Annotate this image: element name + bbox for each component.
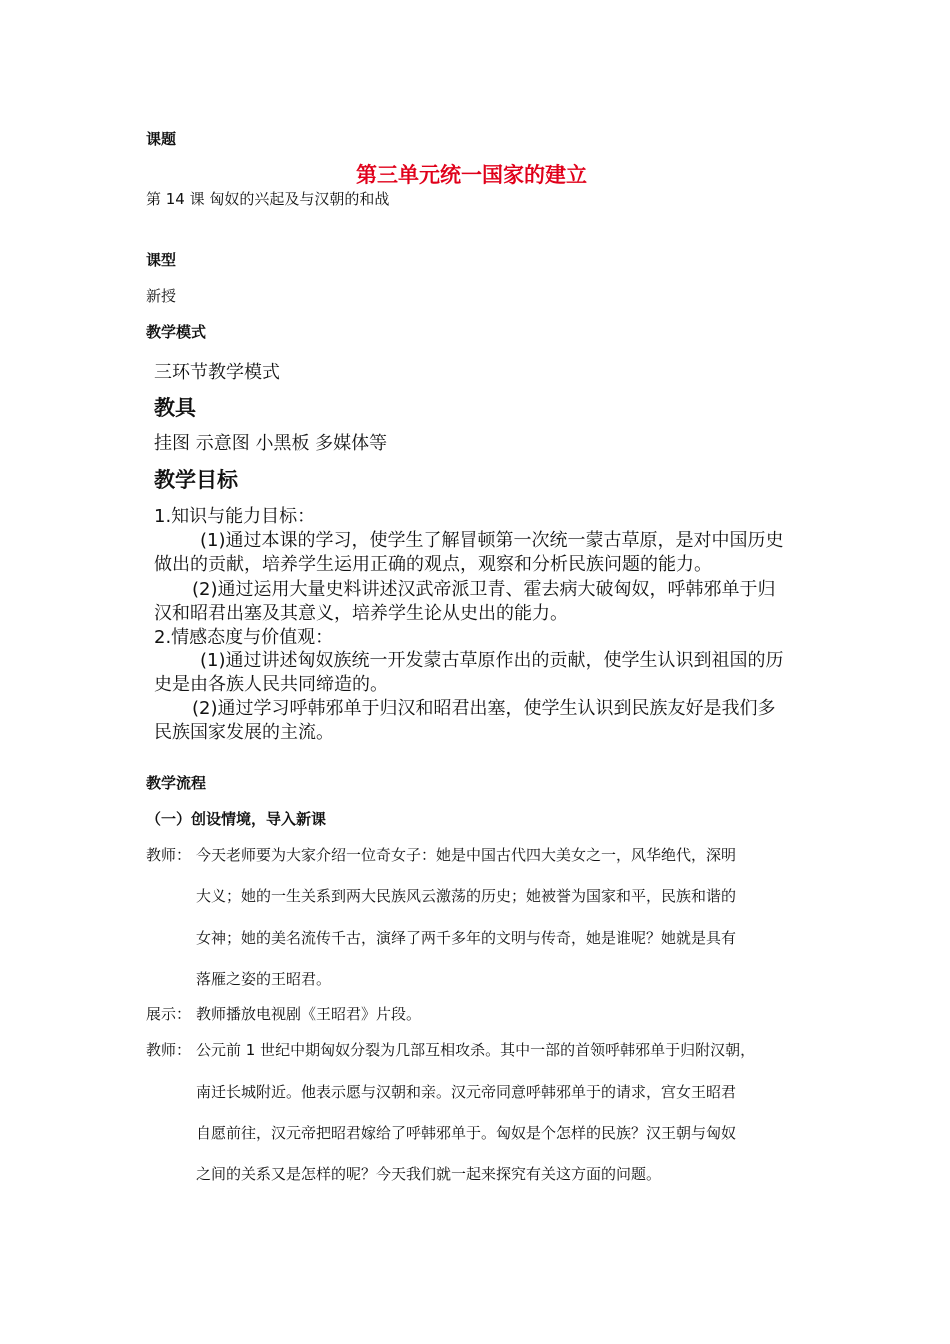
p3-line2: 南迁长城附近。他表示愿与汉朝和亲。汉元帝同意呼韩邪单于的请求，宫女王昭君: [196, 1083, 737, 1101]
p1-line4: 落雁之姿的王昭君。: [196, 970, 332, 988]
goal-k1-line1: (1)通过本课的学习，使学生了解冒顿第一次统一蒙古草原，是对中国历史: [200, 530, 784, 551]
goal-emotion-heading: 2.情感态度与价值观：: [154, 627, 334, 648]
p2-label: 展示：: [146, 1005, 192, 1023]
goal-e2-line2: 民族国家发展的主流。: [154, 722, 334, 743]
p2-line1: 教师播放电视剧《王昭君》片段。: [196, 1005, 422, 1023]
p1-line1: 今天老师要为大家介绍一位奇女子：她是中国古代四大美女之一，风华绝代，深明: [196, 846, 737, 864]
label-teaching-mode: 教学模式: [146, 323, 207, 341]
goal-knowledge-heading: 1.知识与能力目标：: [154, 506, 316, 527]
label-teaching-process: 教学流程: [146, 774, 207, 792]
label-lesson-type: 课型: [146, 251, 177, 269]
goal-k2-line2: 汉和昭君出塞及其意义，培养学生论从史出的能力。: [154, 603, 568, 624]
p3-line4: 之间的关系又是怎样的呢？今天我们就一起来探究有关这方面的问题。: [196, 1165, 662, 1183]
unit-title: 第三单元统一国家的建立: [356, 163, 587, 187]
teaching-aids-value: 挂图 示意图 小黑板 多媒体等: [154, 433, 388, 454]
process-section1-heading: （一）创设情境，导入新课: [146, 810, 327, 828]
teaching-mode-value: 三环节教学模式: [154, 362, 280, 383]
p3-line3: 自愿前往，汉元帝把昭君嫁给了呼韩邪单于。匈奴是个怎样的民族？汉王朝与匈奴: [196, 1124, 737, 1142]
p3-line1: 公元前 1 世纪中期匈奴分裂为几部互相攻杀。其中一部的首领呼韩邪单于归附汉朝，: [196, 1041, 756, 1059]
label-teaching-aids: 教具: [154, 396, 196, 420]
lesson-title: 第 14 课 匈奴的兴起及与汉朝的和战: [146, 190, 390, 208]
label-topic: 课题: [146, 130, 177, 148]
p1-label: 教师：: [146, 846, 192, 864]
goal-e1-line2: 史是由各族人民共同缔造的。: [154, 674, 388, 695]
p1-line2: 大义；她的一生关系到两大民族风云激荡的历史；她被誉为国家和平，民族和谐的: [196, 887, 737, 905]
label-teaching-goals: 教学目标: [154, 468, 238, 492]
lesson-type-value: 新授: [146, 287, 177, 305]
goal-e1-line1: (1)通过讲述匈奴族统一开发蒙古草原作出的贡献，使学生认识到祖国的历: [200, 650, 784, 671]
goal-k1-line2: 做出的贡献，培养学生运用正确的观点，观察和分析民族问题的能力。: [154, 554, 712, 575]
p1-line3: 女神；她的美名流传千古，演绎了两千多年的文明与传奇，她是谁呢？她就是具有: [196, 929, 737, 947]
p3-label: 教师：: [146, 1041, 192, 1059]
goal-e2-line1: (2)通过学习呼韩邪单于归汉和昭君出塞，使学生认识到民族友好是我们多: [192, 698, 776, 719]
goal-k2-line1: (2)通过运用大量史料讲述汉武帝派卫青、霍去病大破匈奴，呼韩邪单于归: [192, 579, 776, 600]
